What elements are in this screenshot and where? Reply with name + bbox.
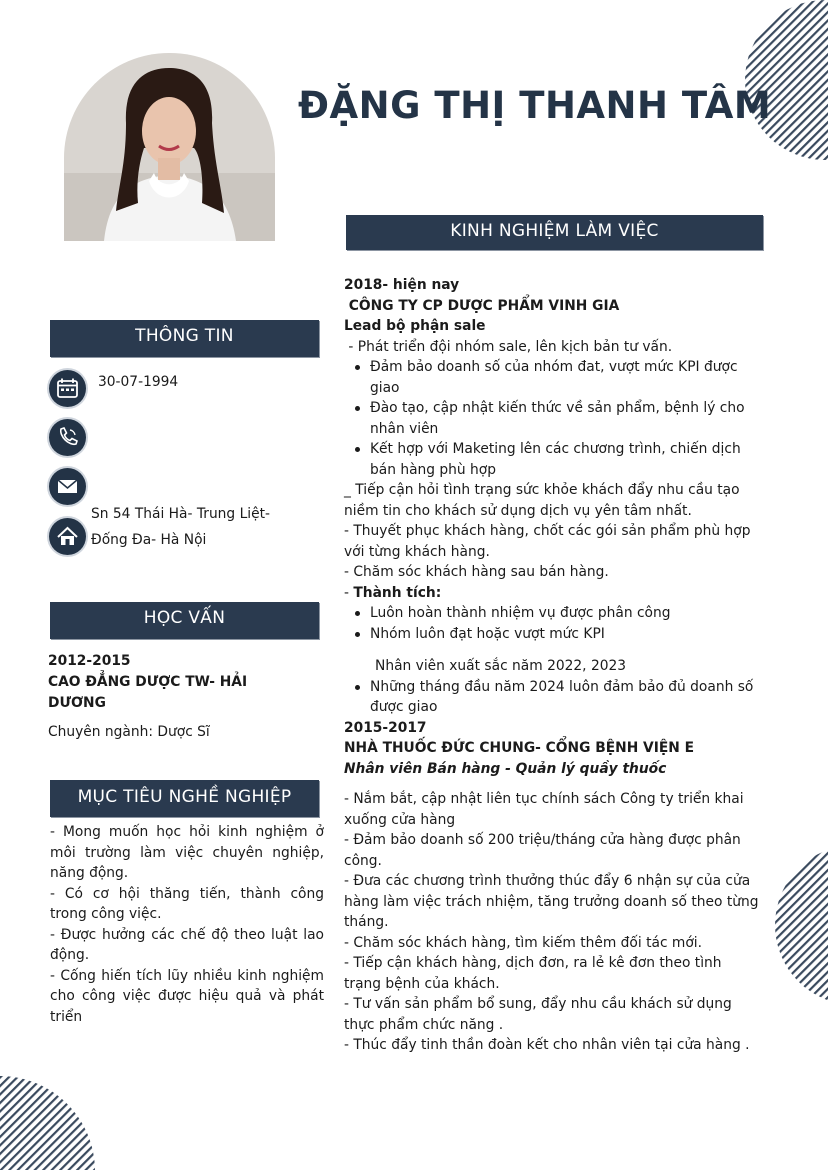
objective-item: - Cống hiến tích lũy nhiều kinh nghiệm cho công việc được hiệu quả và phát triển bbox=[50, 967, 324, 1025]
job2-line: - Tư vấn sản phẩm bổ sung, đẩy nhu cầu khách sử dụng thực phẩm chức năng . bbox=[344, 996, 732, 1033]
education-years: 2012-2015 bbox=[48, 653, 131, 669]
job2-line: - Đưa các chương trình thưởng thúc đẩy 6 nhận sự của cửa hàng làm việc trách nhiệm, tăng trưởng doanh số theo từng tháng. bbox=[344, 873, 759, 930]
experience-section-title: KINH NGHIỆM LÀM VIỆC bbox=[450, 221, 659, 241]
objective-list bbox=[50, 822, 324, 1027]
job2-line: - Thúc đẩy tinh thần đoàn kết cho nhân viên tại cửa hàng . bbox=[344, 1037, 750, 1053]
info-section-title: THÔNG TIN bbox=[135, 326, 234, 346]
birthday-value: 30-07-1994 bbox=[98, 374, 179, 390]
job2-line: - Chăm sóc khách hàng, tìm kiếm thêm đối tác mới. bbox=[344, 934, 703, 951]
objective-item: - Mong muốn học hỏi kinh nghiệm ở môi trường làm việc chuyên nghiệp, năng động. bbox=[50, 824, 324, 881]
job1-role: Lead bộ phận sale bbox=[344, 318, 486, 334]
job1-line: - Thuyết phục khách hàng, chốt các gói sản phẩm phù hợp với từng khách hàng. bbox=[344, 523, 751, 560]
decorative-hatch-right bbox=[775, 843, 828, 1008]
email-icon bbox=[49, 468, 86, 505]
objective-item: - Được hưởng các chế độ theo luật lao động. bbox=[50, 926, 324, 963]
achievements-label: Thành tích: bbox=[353, 584, 442, 601]
job1-achievement-list bbox=[344, 603, 760, 644]
list-item: Đào tạo, cập nhật kiến thức về sản phẩm, bệnh lý cho nhân viên bbox=[370, 398, 760, 439]
job2-line: - Đảm bảo doanh số 200 triệu/tháng cửa hàng được phân công. bbox=[344, 832, 741, 869]
job2-line: - Tiếp cận khách hàng, dịch đơn, ra lẻ kê đơn theo tình trạng bệnh của khách. bbox=[344, 955, 722, 992]
experience-content bbox=[344, 275, 760, 1056]
job2-role: Nhân viên Bán hàng - Quản lý quầy thuốc bbox=[344, 760, 667, 777]
job1-period: 2018- hiện nay bbox=[344, 277, 460, 293]
job1-achievement-extra: Nhân viên xuất sắc năm 2022, 2023 bbox=[375, 658, 627, 674]
candidate-name: ĐẶNG THỊ THANH TÂM bbox=[298, 84, 772, 127]
decorative-hatch-top-right bbox=[745, 0, 828, 160]
list-item: Những tháng đầu năm 2024 luôn đảm bảo đủ doanh số được giao bbox=[370, 677, 760, 718]
info-section-header bbox=[50, 320, 319, 357]
objective-section-title: MỤC TIÊU NGHỀ NGHIỆP bbox=[77, 787, 292, 807]
education-major: Chuyên ngành: Dược Sĩ bbox=[48, 724, 210, 740]
achievements-prefix: - bbox=[344, 584, 354, 601]
job2-line: - Nắm bắt, cập nhật liên tục chính sách Công ty triển khai xuống cửa hàng bbox=[344, 791, 744, 828]
job2-company: NHÀ THUỐC ĐỨC CHUNG- CỔNG BỆNH VIỆN E bbox=[344, 740, 695, 756]
education-school-line-1: CAO ĐẲNG DƯỢC TW- HẢI bbox=[48, 674, 248, 690]
education-school-line-2: DƯƠNG bbox=[48, 695, 106, 711]
education-section-header bbox=[50, 602, 319, 639]
experience-section-header bbox=[346, 215, 763, 250]
objective-item: - Có cơ hội thăng tiến, thành công trong công việc. bbox=[50, 885, 324, 922]
address-line-2: Đống Đa- Hà Nội bbox=[91, 532, 207, 548]
job2-period: 2015-2017 bbox=[344, 719, 427, 736]
phone-icon bbox=[49, 419, 86, 456]
calendar-icon bbox=[49, 370, 86, 407]
education-section-title: HỌC VẤN bbox=[143, 608, 226, 628]
job1-achievements-heading bbox=[344, 583, 760, 604]
list-item: Kết hợp với Maketing lên các chương trình, chiến dịch bán hàng phù hợp bbox=[370, 439, 760, 480]
job1-achievement-list-2 bbox=[344, 677, 760, 718]
list-item: Luôn hoàn thành nhiệm vụ được phân công bbox=[370, 603, 760, 624]
list-item: Đảm bảo doanh số của nhóm đat, vượt mức KPI được giao bbox=[370, 357, 760, 398]
profile-photo bbox=[64, 53, 275, 241]
job1-bullet-list bbox=[344, 357, 760, 480]
job1-company: CÔNG TY CP DƯỢC PHẨM VINH GIA bbox=[344, 297, 620, 314]
job1-intro: - Phát triển đội nhóm sale, lên kịch bản tư vấn. bbox=[344, 338, 673, 355]
objective-section-header bbox=[50, 780, 319, 817]
decorative-hatch-bottom-left bbox=[0, 1076, 125, 1170]
list-item: Nhóm luôn đạt hoặc vượt mức KPI bbox=[370, 624, 760, 645]
job1-line: - Chăm sóc khách hàng sau bán hàng. bbox=[344, 564, 609, 580]
job1-line: _ Tiếp cận hỏi tình trạng sức khỏe khách đẩy nhu cầu tạo niềm tin cho khách sử dụng dịch vụ yên tâm nhất. bbox=[344, 482, 740, 519]
home-icon bbox=[49, 518, 86, 555]
address-line-1: Sn 54 Thái Hà- Trung Liệt- bbox=[91, 506, 270, 522]
